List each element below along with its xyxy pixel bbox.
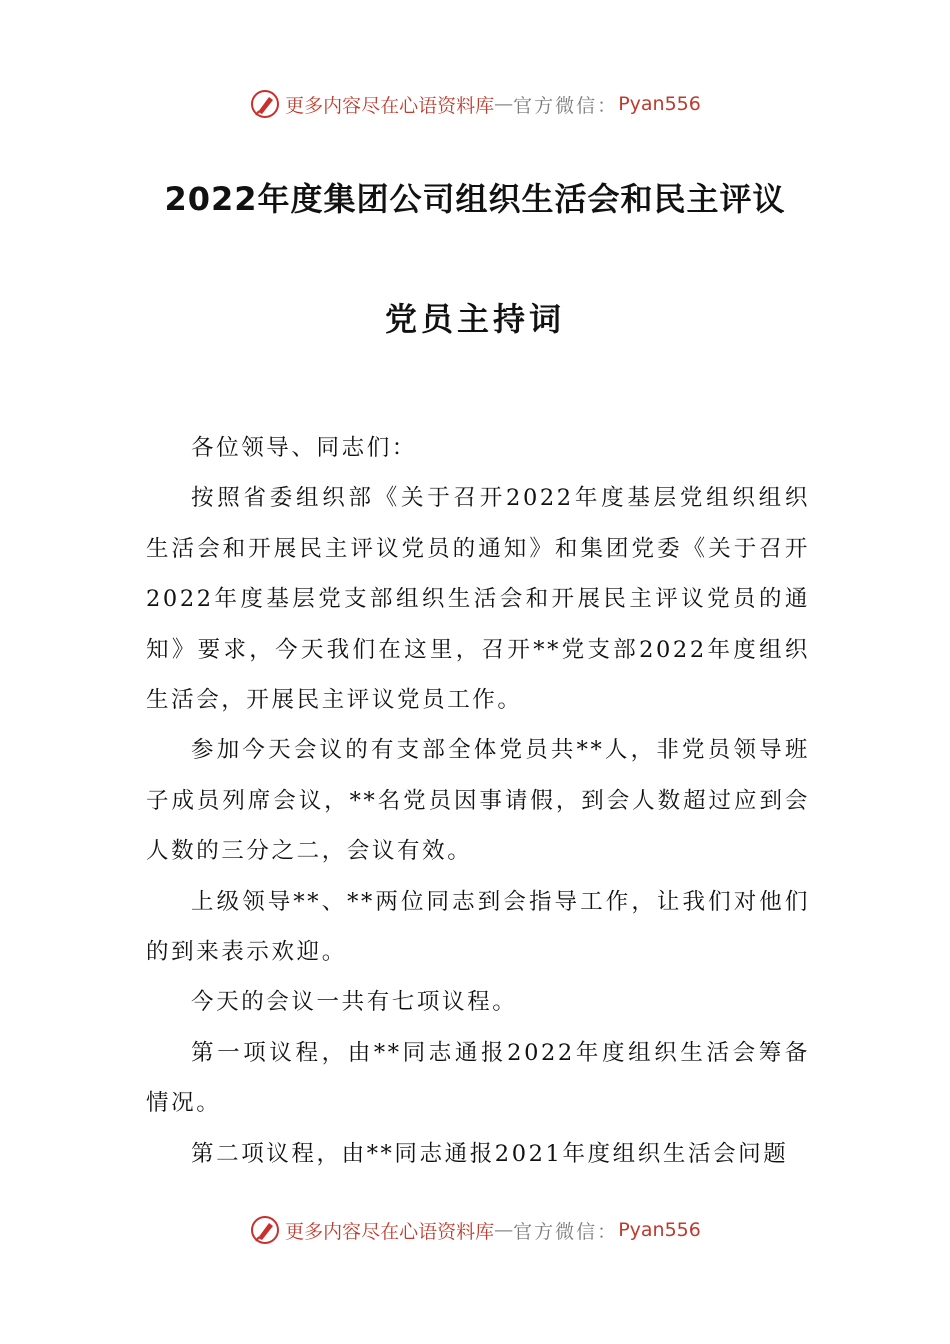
watermark-header <box>0 84 950 124</box>
watermark-wechat-id: Pyan556 <box>618 93 701 115</box>
watermark-brand: 更多内容尽在心语资料库 <box>285 1220 495 1243</box>
document-body <box>146 423 810 1179</box>
quill-pen-circle-icon <box>249 1214 281 1246</box>
document-title-line2: 党员主持词 <box>384 300 565 338</box>
paragraph: 按照省委组织部《关于召开2022年度基层党组织组织生活会和开展民主评议党员的通知》和集团党委《关于召开2022年度基层党支部组织生活会和开展民主评议党员的通知》要求，今天我们在这里，召开**党支部2022年度组织生活会，开展民主评议党员工作。 <box>146 485 810 714</box>
paragraph: 第一项议程，由**同志通报2022年度组织生活会筹备情况。 <box>146 1039 810 1117</box>
paragraph: 第二项议程，由**同志通报2021年度组织生活会问题 <box>191 1140 789 1167</box>
watermark-footer <box>0 1210 950 1250</box>
paragraph: 上级领导**、**两位同志到会指导工作，让我们对他们的到来表示欢迎。 <box>146 888 810 966</box>
paragraph: 参加今天会议的有支部全体党员共**人，非党员领导班子成员列席会议，**名党员因事请假，到会人数超过应到会人数的三分之二，会议有效。 <box>146 737 810 865</box>
watermark-dash: — <box>494 93 514 115</box>
document-title-line1: 2022年度集团公司组织生活会和民主评议 <box>164 180 786 218</box>
watermark-brand: 更多内容尽在心语资料库 <box>285 94 495 117</box>
quill-pen-circle-icon <box>249 88 281 120</box>
paragraph: 今天的会议一共有七项议程。 <box>191 989 518 1016</box>
watermark-dash: — <box>494 1219 514 1241</box>
watermark-official-label: 官方微信： <box>513 94 619 117</box>
paragraph-greeting: 各位领导、同志们： <box>191 435 417 461</box>
watermark-official-label: 官方微信： <box>513 1220 619 1243</box>
watermark-wechat-id: Pyan556 <box>618 1219 701 1241</box>
